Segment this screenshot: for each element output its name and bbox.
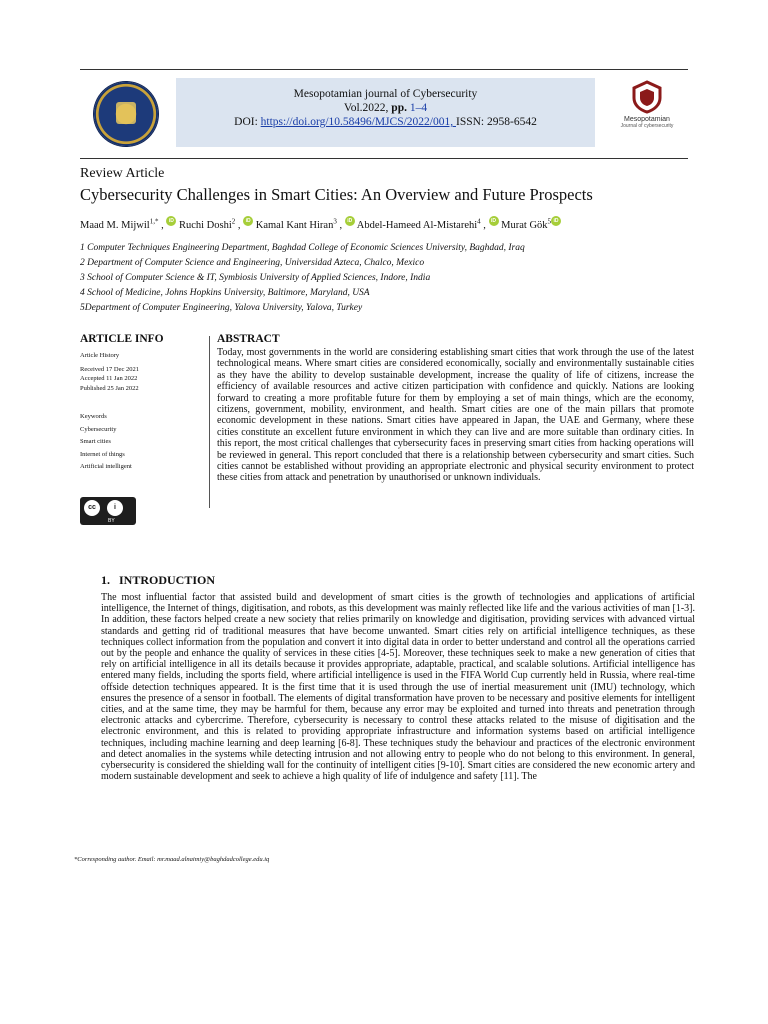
article-info [80,351,200,472]
author-sup: 2 [231,217,236,226]
published-date: Published 25 Jan 2022 [80,384,139,392]
shield-icon [630,80,664,114]
header-rule [80,158,688,159]
affiliation: 4 School of Medicine, Johns Hopkins University, Baltimore, Maryland, USA [80,288,370,298]
received-date: Received 17 Dec 2021 [80,365,140,373]
affiliation: 3 School of Computer Science & IT, Symbiosis University of Applied Sciences, Indore, India [80,273,431,283]
doi-link[interactable]: https://doi.org/10.58496/MJCS/2022/001, [260,116,456,128]
keyword: Smart cities [80,438,111,445]
author-list [80,216,561,231]
doi-label: DOI: [234,116,261,128]
keyword: Internet of things [80,450,125,458]
author-name: Maad M. Mijwil [80,220,150,231]
introduction-text: The most influential factor that assisted build and development of smart cities is the growth of technologies and applications of artificial intelligence, the Internet of things, digitisation, and robots, as this development was mainly reflected like life and the various activities of man [1-3]. In addition, these factors helped create a new society that relies primarily on knowledge and digitisation, providing services with advanced virtual standards and getting rid of traditional measures that have become unwanted. Smart cities rely on artificial intelligence techniques, as these techniques collect information from the population and convert it into digital data in order to better understand and control all the operations carried out by the people and enhance the quality of services in these cities [4-5]. Moreover, these techniques seek to make a new generation of cities that rely on artificial intelligence in all its details because it provides appropriate, adaptable, practical, and scalable solutions. Artificial intelligence has entered many fields, including the sports field, where artificial intelligence is used in the FIFA World Cup currently held in Russia, where real-time offside detection techniques appeared. It is the first time that it is used through the use of inertial measurement unit (IMU) technology, which ensures the presence of a sensor in football. The elements of digital transformation have proven to be necessary and positive elements for intelligent cities, and at the same time, they may be harmful for them, because any error may be exploited and turned into threats and penetration through electronic attacks and cybercrime. Therefore, cybersecurity is necessary to control these attacks related to the misuse of digitisation and the electronic environment, and this is related to providing appropriate infrastructure and information systems based on artificial intelligence techniques, including machine learning and deep learning [6-8]. These techniques study the behaviour and practices of the electronic environment and detect anomalies in the systems while detecting intrusion and not allowing entry to people who do not belong to this environment. In general, cybersecurity is considered the shielding wall for the continuity of intelligent cities [9-10]. Smart cities are considered the new economic artery and modern sustainable development and seek to achieve a high quality of life of indulgence and safety [11]. The [101,592,695,783]
author-sep: , [480,220,489,231]
journal-header [176,78,595,147]
abstract-text: Today, most governments in the world are considering establishing smart cities that work through the use of the latest technological means. Where smart cities are considered economically, socially and environmentally sustainable cities as they have the ability to develop sustainable development, increase the quality of life of citizens, increase the efficiency of available resources and active citizen participation with confidence and quickly. Nations are looking forward to creating a more profitable future for them by employing a set of main things, which are the economy, citizens, government, mobility, environment, and health. Smart cities are one of the main pillars that promote economic development in these nations. Smart cities have appeared in Japan, the UAE and Germany, where these cities constitute an excellent future environment in which they can live and are more suitable than ordinary cities. In this report, the most critical challenges that cybersecurity faces in preserving smart cities from hacking operations will be reviewed in general. This report concluded that there is a relationship between cybersecurity and smart cities. Such cities cannot be established without providing an appropriate electronic and physical security environment to protect these cities from attack and penetration by unauthorised or unknown individuals. [217,347,694,484]
keyword: Cybersecurity [80,425,117,433]
cc-icon: cc [84,500,100,516]
abstract-heading: ABSTRACT [217,333,280,345]
orcid-icon[interactable]: iD [551,216,561,226]
author-sup: 5 [547,217,552,226]
corresponding-author-footnote: *Corresponding author. Email: mr.maad.alnaimiy@baghdadcollege.edu.iq [74,856,270,863]
university-seal-logo [94,82,158,146]
logo-sub: Journal of cybersecurity [620,123,674,129]
volume-line [176,101,595,115]
affiliation: 2 Department of Computer Science and Engineering, Universidad Azteca, Chalco, Mexico [80,258,425,268]
keywords-label: Keywords [80,413,107,420]
author-sep: , [235,220,244,231]
author-sup: 3 [333,217,337,226]
accepted-date: Accepted 11 Jan 2022 [80,375,138,382]
issn: ISSN: 2958-6542 [456,116,537,128]
author-name: Abdel-Hameed Al-Mistarehi [356,220,478,231]
introduction-heading: 1. INTRODUCTION [101,573,216,587]
author-name: Ruchi Doshi [178,220,232,231]
pages-link[interactable]: 1–4 [409,102,428,114]
volume: Vol.2022, [343,102,392,114]
affiliation: 1 Computer Techniques Engineering Department, Baghdad College of Economic Sciences University, Baghdad, Iraq [80,243,525,253]
author-name: Murat Gök [501,220,548,231]
journal-logo [612,78,682,148]
abstract-divider [209,336,210,508]
affiliations [80,241,525,316]
article-title: Cybersecurity Challenges in Smart Cities: An Overview and Future Prospects [80,185,593,204]
top-rule [80,69,688,70]
orcid-icon[interactable]: iD [345,216,355,226]
author-sep: , [158,220,167,231]
orcid-icon[interactable]: iD [489,216,499,226]
attribution-icon: i [107,500,123,516]
keyword: Artificial intelligent [80,463,132,470]
by-label: BY [108,518,115,524]
author-sup: 4 [477,217,481,226]
logo-name: Mesopotamian [624,116,670,123]
affiliation: 5Department of Computer Engineering, Yalova University, Yalova, Turkey [80,303,363,313]
pp-label: pp. [391,102,410,114]
article-type: Review Article [80,166,165,181]
history-label: Article History [80,352,120,359]
cc-by-license-badge[interactable] [80,497,136,525]
doi-line [176,115,595,129]
author-sep: , [336,220,345,231]
author-sup: 1,* [149,217,159,226]
orcid-icon[interactable]: iD [243,216,253,226]
author-name: Kamal Kant Hiran [255,220,334,231]
article-info-heading: ARTICLE INFO [80,333,164,345]
orcid-icon[interactable]: iD [166,216,176,226]
journal-name: Mesopotamian journal of Cybersecurity [293,88,478,100]
